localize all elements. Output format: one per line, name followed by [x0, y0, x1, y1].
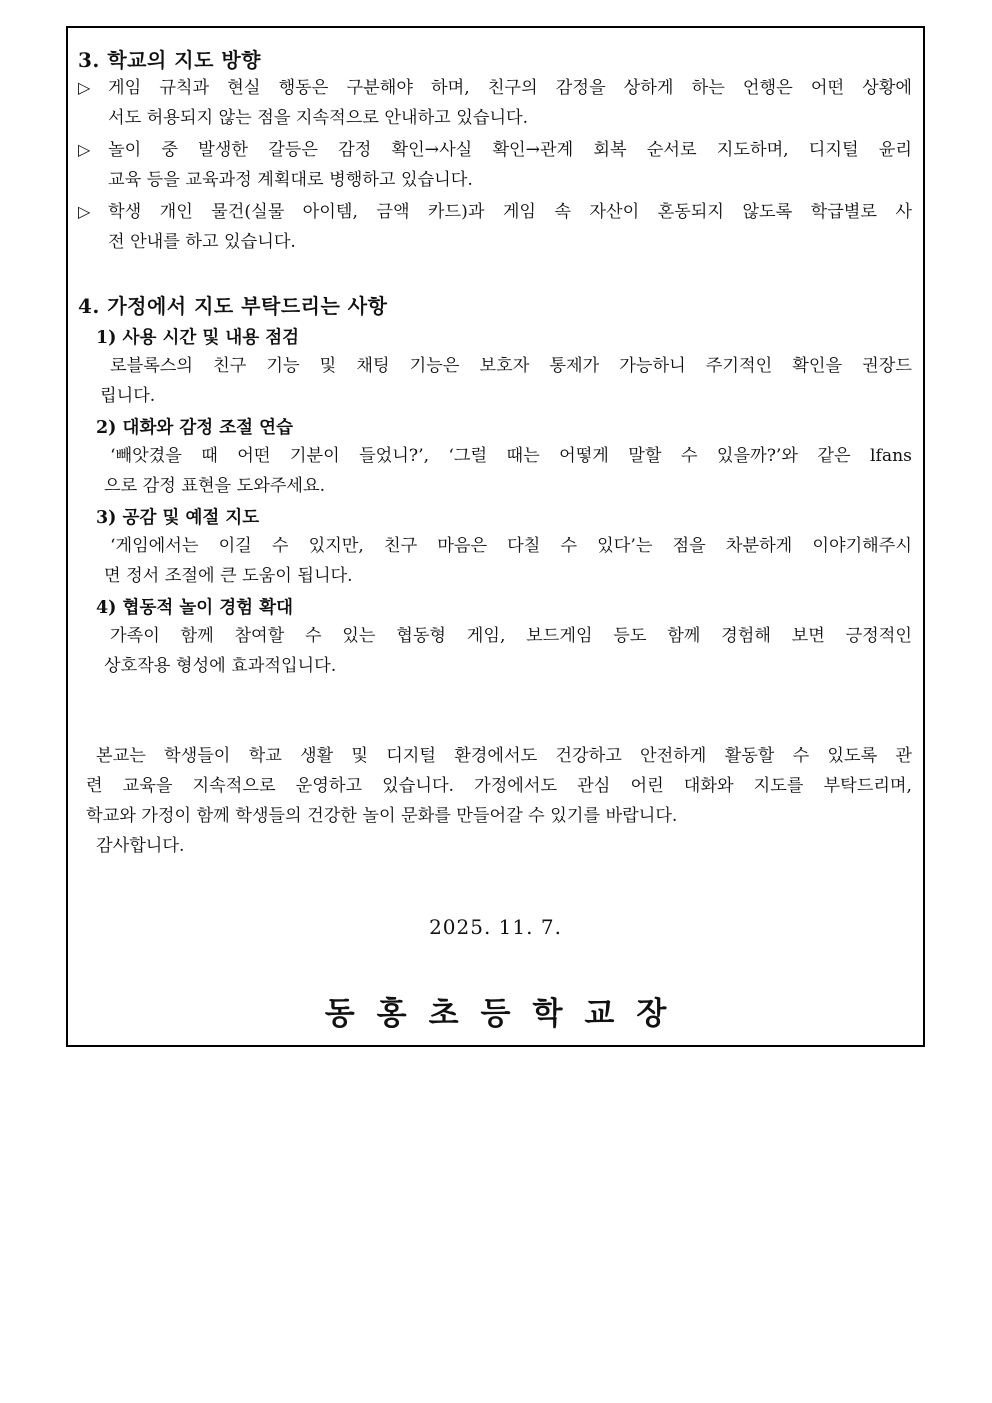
- section-3-bullet-3: [78, 197, 912, 257]
- body-line: 립니다.: [100, 386, 156, 406]
- bullet-line: 놀이 중 발생한 갈등은 감정 확인→사실 확인→관계 회복 순서로 지도하며, 디지털 윤리: [108, 140, 912, 160]
- section-3-bullet-1: [78, 73, 912, 133]
- section-3-title: 3. 학교의 지도 방향: [78, 48, 262, 72]
- bullet-line: 서도 허용되지 않는 점을 지속적으로 안내하고 있습니다.: [108, 108, 529, 128]
- body-line: 상호작용 형성에 효과적입니다.: [104, 656, 337, 676]
- section-4-item-1-body: [100, 351, 912, 411]
- section-4-item-1-title: 1) 사용 시간 및 내용 점검: [96, 328, 300, 348]
- section-4-item-4-title: 4) 협동적 놀이 경험 확대: [96, 598, 293, 618]
- section-4-item-3-body: [104, 531, 912, 591]
- closing-line: 학교와 가정이 함께 학생들의 건강한 놀이 문화를 만들어갈 수 있기를 바랍니다.: [86, 806, 678, 826]
- closing-line: 감사합니다.: [96, 836, 185, 856]
- notice-frame: [66, 26, 925, 1047]
- section-3-bullet-2: [78, 135, 912, 195]
- closing-line: 본교는 학생들이 학교 생활 및 디지털 환경에서도 건강하고 안전하게 활동할 수 있도록 관: [96, 746, 912, 766]
- issue-date: 2025. 11. 7.: [429, 915, 562, 939]
- body-line: ‘빼앗겼을 때 어떤 기분이 들었니?’, ‘그럴 때는 어떻게 말할 수 있을까?’와 같은 lfans: [110, 446, 912, 466]
- closing-line: 련 교육을 지속적으로 운영하고 있습니다. 가정에서도 관심 어린 대화와 지도를 부탁드리며,: [86, 776, 912, 796]
- body-line: 로블록스의 친구 기능 및 채팅 기능은 보호자 통제가 가능하니 주기적인 확인을 권장드: [110, 356, 912, 376]
- triangle-bullet-icon: ▷: [78, 78, 91, 97]
- school-principal-signature: 동홍초등학교장: [324, 996, 689, 1032]
- bullet-line: 학생 개인 물건(실물 아이템, 금액 카드)과 게임 속 자산이 혼동되지 않도록 학급별로 사: [108, 202, 912, 222]
- section-4-item-4-body: [104, 621, 912, 681]
- bullet-line: 전 안내를 하고 있습니다.: [108, 232, 296, 252]
- triangle-bullet-icon: ▷: [78, 202, 91, 221]
- triangle-bullet-icon: ▷: [78, 140, 91, 159]
- body-line: 으로 감정 표현을 도와주세요.: [104, 476, 326, 496]
- section-4-item-2-body: [104, 441, 912, 501]
- bullet-line: 교육 등을 교육과정 계획대로 병행하고 있습니다.: [108, 170, 473, 190]
- bullet-line: 게임 규칙과 현실 행동은 구분해야 하며, 친구의 감정을 상하게 하는 언행은 어떤 상황에: [108, 78, 912, 98]
- section-4-item-3-title: 3) 공감 및 예절 지도: [96, 508, 260, 528]
- section-4-title: 4. 가정에서 지도 부탁드리는 사항: [78, 294, 388, 318]
- body-line: ‘게임에서는 이길 수 있지만, 친구 마음은 다칠 수 있다’는 점을 차분하게 이야기해주시: [110, 536, 912, 556]
- section-4-item-2-title: 2) 대화와 감정 조절 연습: [96, 418, 293, 438]
- body-line: 가족이 함께 참여할 수 있는 협동형 게임, 보드게임 등도 함께 경험해 보면 긍정적인: [110, 626, 912, 646]
- body-line: 면 정서 조절에 큰 도움이 됩니다.: [104, 566, 353, 586]
- closing-paragraph: [86, 741, 912, 861]
